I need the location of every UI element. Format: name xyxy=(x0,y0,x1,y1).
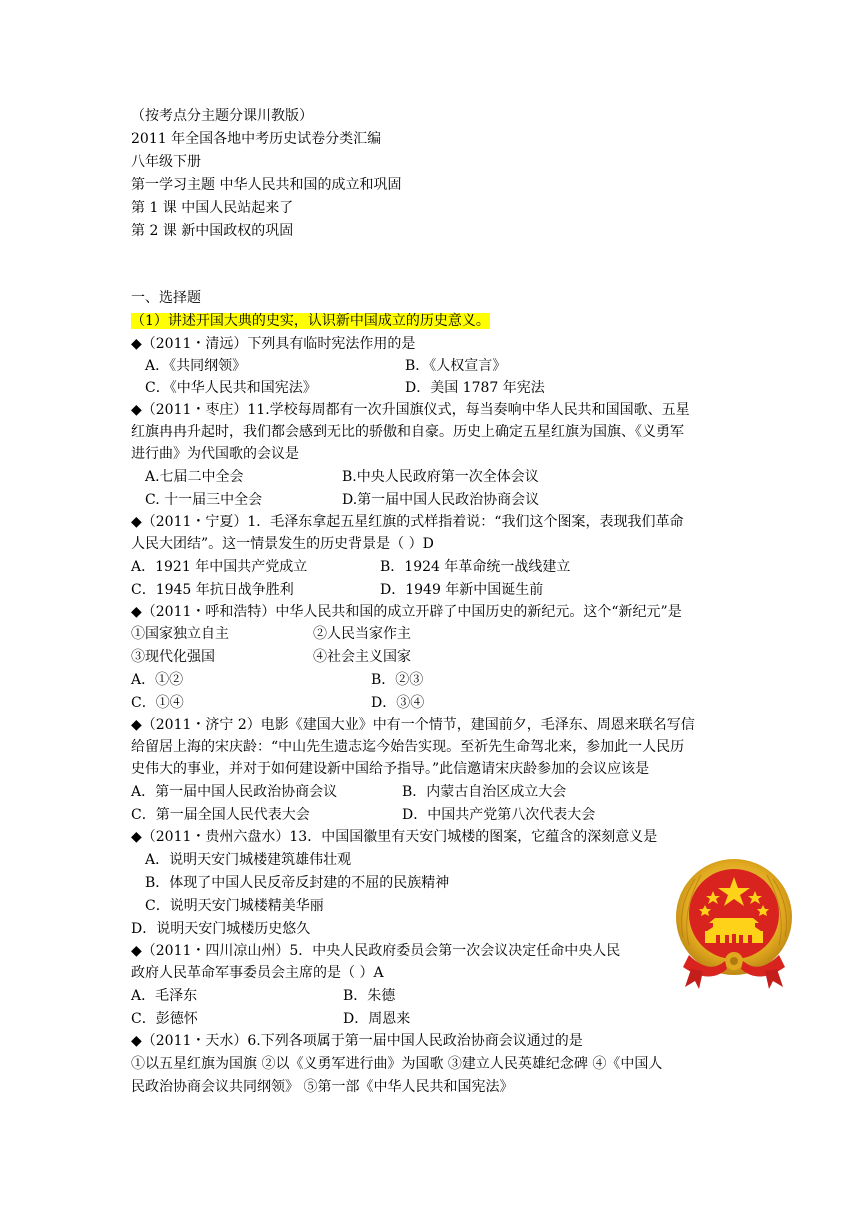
q5-stem-2: 给留居上海的宋庆龄：“中山先生遗志迄今始告实现。至祈先生命驾北来，参加此一人民历 xyxy=(131,739,685,755)
q4-item-3: ③现代化强国 xyxy=(131,649,215,665)
highlighted-objective: （1）讲述开国大典的史实，认识新中国成立的历史意义。 xyxy=(131,313,490,329)
q4-stem: ◆（2011・呼和浩特）中华人民共和国的成立开辟了中国历史的新纪元。这个“新纪元”是 xyxy=(131,604,682,620)
q2-stem-3: 进行曲》为代国歌的会议是 xyxy=(131,446,299,462)
national-emblem-image xyxy=(669,857,799,989)
q5-stem-3: 史伟大的事业，并对于如何建设新中国给予指导。”此信邀请宋庆龄参加的会议应该是 xyxy=(131,761,650,777)
q8-stem-3: 民政治协商会议共同纲领》 ⑤第一部《中华人民共和国宪法》 xyxy=(131,1079,514,1095)
q2-option-d: D.第一届中国人民政治协商会议 xyxy=(342,492,540,508)
q5-option-c: C．第一届全国人民代表大会 xyxy=(131,807,310,823)
q6-option-d: D．说明天安门城楼历史悠久 xyxy=(131,921,311,937)
q3-stem-1: ◆（2011・宁夏）1．毛泽东拿起五星红旗的式样指着说：“我们这个图案，表现我们革命 xyxy=(131,514,684,530)
q7-option-a: A．毛泽东 xyxy=(131,988,198,1004)
q4-option-d: D．③④ xyxy=(371,695,425,711)
q4-item-1: ①国家独立自主 xyxy=(131,626,229,642)
q2-option-a: A.七届二中全会 xyxy=(145,469,244,485)
q3-option-c: C．1945 年抗日战争胜利 xyxy=(131,582,294,598)
q5-stem-1: ◆（2011・济宁 2）电影《建国大业》中有一个情节，建国前夕，毛泽东、周恩来联名写信 xyxy=(131,717,695,733)
q4-option-b: B．②③ xyxy=(371,672,424,688)
q3-option-d: D．1949 年新中国诞生前 xyxy=(380,582,544,598)
header-grade: 八年级下册 xyxy=(131,154,201,170)
highlight-line xyxy=(131,310,490,332)
q5-option-d: D．中国共产党第八次代表大会 xyxy=(402,807,596,823)
q4-option-a: A．①② xyxy=(131,672,184,688)
q6-option-a: A．说明天安门城楼建筑雄伟壮观 xyxy=(145,852,352,868)
q4-option-c: C．①④ xyxy=(131,695,184,711)
q5-option-a: A．第一届中国人民政治协商会议 xyxy=(131,784,338,800)
q6-option-b: B．体现了中国人民反帝反封建的不屈的民族精神 xyxy=(145,875,450,891)
section-title: 一、选择题 xyxy=(131,290,201,306)
header-title: 2011 年全国各地中考历史试卷分类汇编 xyxy=(131,131,382,147)
q4-item-2: ②人民当家作主 xyxy=(313,626,411,642)
q8-stem-2: ①以五星红旗为国旗 ②以《义勇军进行曲》为国歌 ③建立人民英雄纪念碑 ④《中国人 xyxy=(131,1056,663,1072)
q2-stem-2: 红旗冉冉升起时，我们都会感到无比的骄傲和自豪。历史上确定五星红旗为国旗、《义勇军 xyxy=(131,424,684,440)
q7-option-d: D．周恩来 xyxy=(343,1011,411,1027)
q2-stem-1: ◆（2011・枣庄）11.学校每周都有一次升国旗仪式，每当奏响中华人民共和国国歌、五星 xyxy=(131,402,690,418)
q6-option-c: C．说明天安门城楼精美华丽 xyxy=(145,898,324,914)
q2-option-b: B.中央人民政府第一次全体会议 xyxy=(342,469,539,485)
q3-option-b: B．1924 年革命统一战线建立 xyxy=(380,559,571,575)
q7-option-b: B．朱德 xyxy=(343,988,396,1004)
q1-option-b: B．《人权宣言》 xyxy=(405,358,507,374)
q8-stem-1: ◆（2011・天水）6.下列各项属于第一届中国人民政治协商会议通过的是 xyxy=(131,1033,583,1049)
q1-option-d: D．美国 1787 年宪法 xyxy=(405,380,545,396)
header-edition: （按考点分主题分课川教版） xyxy=(131,108,313,124)
q7-stem-2: 政府人民革命军事委员会主席的是（ ）A xyxy=(131,965,384,981)
q1-stem: ◆（2011・清远）下列具有临时宪法作用的是 xyxy=(131,336,416,352)
header-theme: 第一学习主题 中华人民共和国的成立和巩固 xyxy=(131,177,402,193)
header-lesson-1: 第 1 课 中国人民站起来了 xyxy=(131,200,294,216)
q6-stem: ◆（2011・贵州六盘水）13．中国国徽里有天安门城楼的图案，它蕴含的深刻意义是 xyxy=(131,829,658,845)
q1-option-a: A．《共同纲领》 xyxy=(145,358,247,374)
q5-option-b: B．内蒙古自治区成立大会 xyxy=(402,784,567,800)
q1-option-c: C．《中华人民共和国宪法》 xyxy=(145,380,317,396)
q2-option-c: C. 十一届三中全会 xyxy=(145,492,263,508)
q4-item-4: ④社会主义国家 xyxy=(313,649,411,665)
q3-stem-2: 人民大团结”。这一情景发生的历史背景是（ ）D xyxy=(131,536,434,552)
q3-option-a: A．1921 年中国共产党成立 xyxy=(131,559,308,575)
header-lesson-2: 第 2 课 新中国政权的巩固 xyxy=(131,223,294,239)
q7-stem-1: ◆（2011・四川凉山州）5．中央人民政府委员会第一次会议决定任命中央人民 xyxy=(131,943,621,959)
q7-option-c: C．彭德怀 xyxy=(131,1011,198,1027)
